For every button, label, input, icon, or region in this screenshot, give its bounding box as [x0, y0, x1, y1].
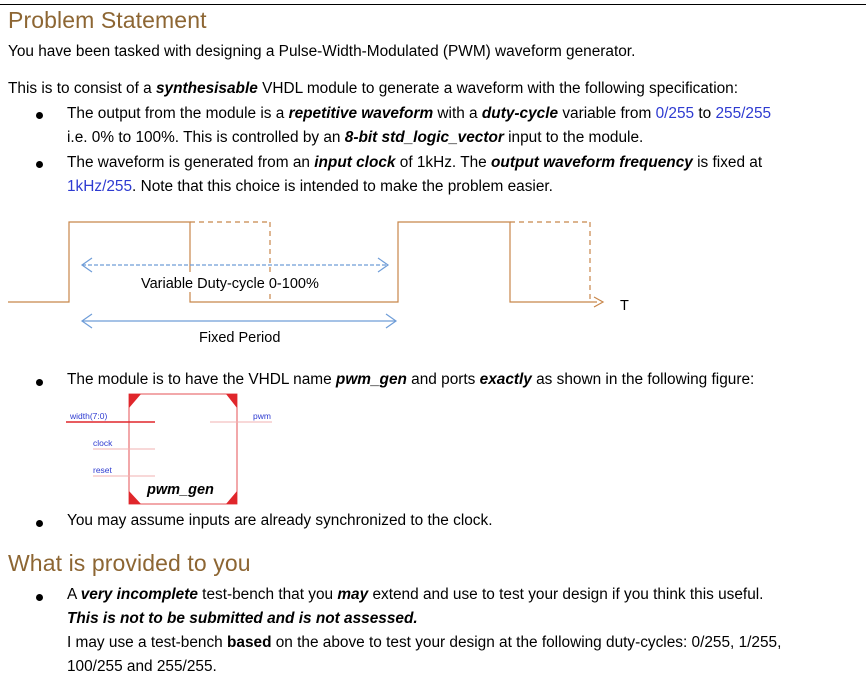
bullet-testbench-line4: 100/255 and 255/255. — [67, 658, 217, 675]
bullet-dot — [36, 112, 43, 119]
heading-problem-statement: Problem Statement — [8, 7, 207, 33]
heading-what-is-provided: What is provided to you — [8, 550, 251, 576]
pwm-waveform-figure — [0, 210, 866, 350]
bullet-synchronized: You may assume inputs are already synchronized to the clock. — [67, 512, 493, 529]
port-width-label: width(7:0) — [70, 411, 108, 421]
bullet-clock-line2: 1kHz/255. Note that this choice is intended to make the problem easier. — [67, 178, 553, 195]
corner-marker-br — [226, 491, 237, 504]
port-pwm-label: pwm — [253, 411, 271, 421]
top-rule — [0, 4, 866, 5]
intro-paragraph: You have been tasked with designing a Pulse-Width-Modulated (PWM) waveform generator. — [8, 43, 636, 60]
corner-marker-tl — [129, 394, 141, 408]
bullet-duty-cycle-line2: i.e. 0% to 100%. This is controlled by an 8-bit std_logic_vector input to the module. — [67, 129, 644, 146]
bullet-module-name: The module is to have the VHDL name pwm_gen and ports exactly as shown in the following figure: — [67, 371, 755, 388]
bullet-dot — [36, 594, 43, 601]
port-reset-label: reset — [93, 465, 112, 475]
bullet-dot — [36, 379, 43, 386]
bullet-testbench-line2: This is not to be submitted and is not assessed. — [67, 610, 418, 627]
time-axis-label: T — [620, 298, 629, 314]
bullet-testbench-line3: I may use a test-bench based on the above to test your design at the following duty-cycles: 0/255, 1/255, — [67, 634, 782, 651]
bullet-dot — [36, 161, 43, 168]
pwm-gen-block-symbol — [0, 390, 300, 510]
fixed-period-label: Fixed Period — [199, 330, 281, 346]
bullet-clock-line1: The waveform is generated from an input clock of 1kHz. The output waveform frequency is fixed at — [67, 154, 763, 171]
bullet-dot — [36, 520, 43, 527]
bullet-duty-cycle-line1: The output from the module is a repetitive waveform with a duty-cycle variable from 0/255 to 255/255 — [67, 105, 772, 122]
port-clock-label: clock — [93, 438, 113, 448]
bullet-testbench-line1: A very incomplete test-bench that you may extend and use to test your design if you think this useful. — [67, 586, 764, 603]
corner-marker-bl — [129, 491, 141, 504]
block-name: pwm_gen — [147, 482, 214, 498]
duty-cycle-label: Variable Duty-cycle 0-100% — [141, 276, 319, 292]
spec-paragraph: This is to consist of a synthesisable VHDL module to generate a waveform with the following specification: — [8, 80, 739, 97]
corner-marker-tr — [226, 394, 237, 408]
